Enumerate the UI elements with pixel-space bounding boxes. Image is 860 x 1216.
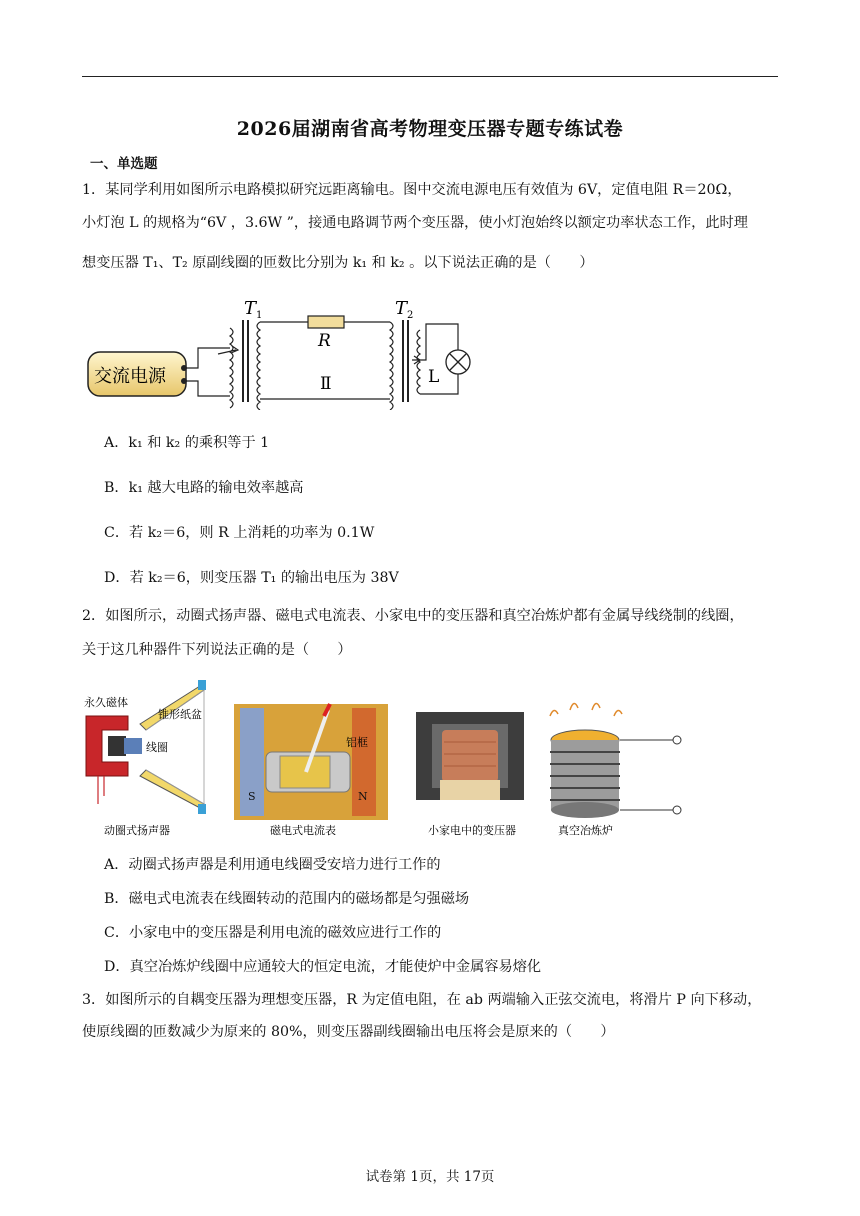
header-rule [82,76,778,77]
speaker-coil-label: 线圈 [146,741,168,754]
q2-line-1: 2．如图所示，动圈式扬声器、磁电式电流表、小家电中的变压器和真空冶炼炉都有金属导线绕制的线圈， [82,608,744,624]
resistor-label: R [318,331,331,351]
q1-option-d: D．若 k₂＝6，则变压器 T₁ 的输出电压为 38V [104,570,399,586]
speaker-caption: 动圈式扬声器 [104,824,170,837]
q1-option-c: C．若 k₂＝6，则 R 上消耗的功率为 0.1W [104,525,375,541]
section-heading: 一、单选题 [90,156,158,172]
t1-label: $T_1$ [244,298,263,321]
q2-option-d: D．真空冶炼炉线圈中应通较大的恒定电流，才能使炉中金属容易熔化 [104,959,542,975]
t2-label: $T_2$ [395,298,414,321]
q2-option-b: B．磁电式电流表在线圈转动的范围内的磁场都是匀强磁场 [104,891,470,907]
q2-option-c: C．小家电中的变压器是利用电流的磁效应进行工作的 [104,925,442,941]
q1-option-a: A．k₁ 和 k₂ 的乘积等于 1 [104,435,270,451]
circuit-label: Ⅱ [320,374,332,394]
meter-s-label: S [248,790,256,803]
transformer-caption: 小家电中的变压器 [428,824,516,837]
q3-line-2: 使原线圈的匝数减少为原来的 80%，则变压器副线圈输出电压将会是原来的（ ） [82,1024,615,1040]
ac-source-box [88,352,187,396]
speaker-cone-label: 锥形纸盆 [158,708,202,721]
q1-line-2: 小灯泡 L 的规格为“6V ，3.6W ”，接通电路调节两个变压器，使小灯泡始终以额定功率状态工作，此时理 [82,215,748,231]
q2-devices-figure [80,676,700,842]
ac-source-label: 交流电源 [94,366,166,387]
lamp-l [446,350,470,374]
speaker-illustration [84,680,206,837]
q3-line-1: 3．如图所示的自耦变压器为理想变压器，R 为定值电阻，在 ab 两端输入正弦交流电，将滑片 P 向下移动， [82,992,762,1008]
q2-option-a: A．动圈式扬声器是利用通电线圈受安培力进行工作的 [104,857,441,873]
meter-frame-label: 铝框 [346,736,368,749]
resistor-r [308,316,344,328]
q2-line-2: 关于这几种器件下列说法正确的是（ ） [82,642,352,658]
q1-option-b: B．k₁ 越大电路的输电效率越高 [104,480,304,496]
q1-line-3: 想变压器 T₁、T₂ 原副线圈的匝数比分别为 k₁ 和 k₂ 。以下说法正确的是（ ） [82,255,594,271]
page-title: 2026届湖南省高考物理变压器专题专练试卷 [236,118,624,140]
q1-circuit-figure [80,290,480,410]
lamp-label: L [428,367,440,387]
meter-caption: 磁电式电流表 [270,824,336,837]
furnace-caption: 真空冶炼炉 [558,824,613,837]
speaker-magnet-label: 永久磁体 [84,696,128,709]
page-footer: 试卷第 1页，共 17页 [365,1169,495,1185]
furnace-illustration [550,703,681,837]
meter-n-label: N [358,790,368,803]
galvanometer-illustration [234,704,388,837]
q1-line-1: 1．某同学利用如图所示电路模拟研究远距离输电。图中交流电源电压有效值为 6V，定值电阻 R＝20Ω， [82,182,742,198]
transformer-illustration [416,712,524,837]
